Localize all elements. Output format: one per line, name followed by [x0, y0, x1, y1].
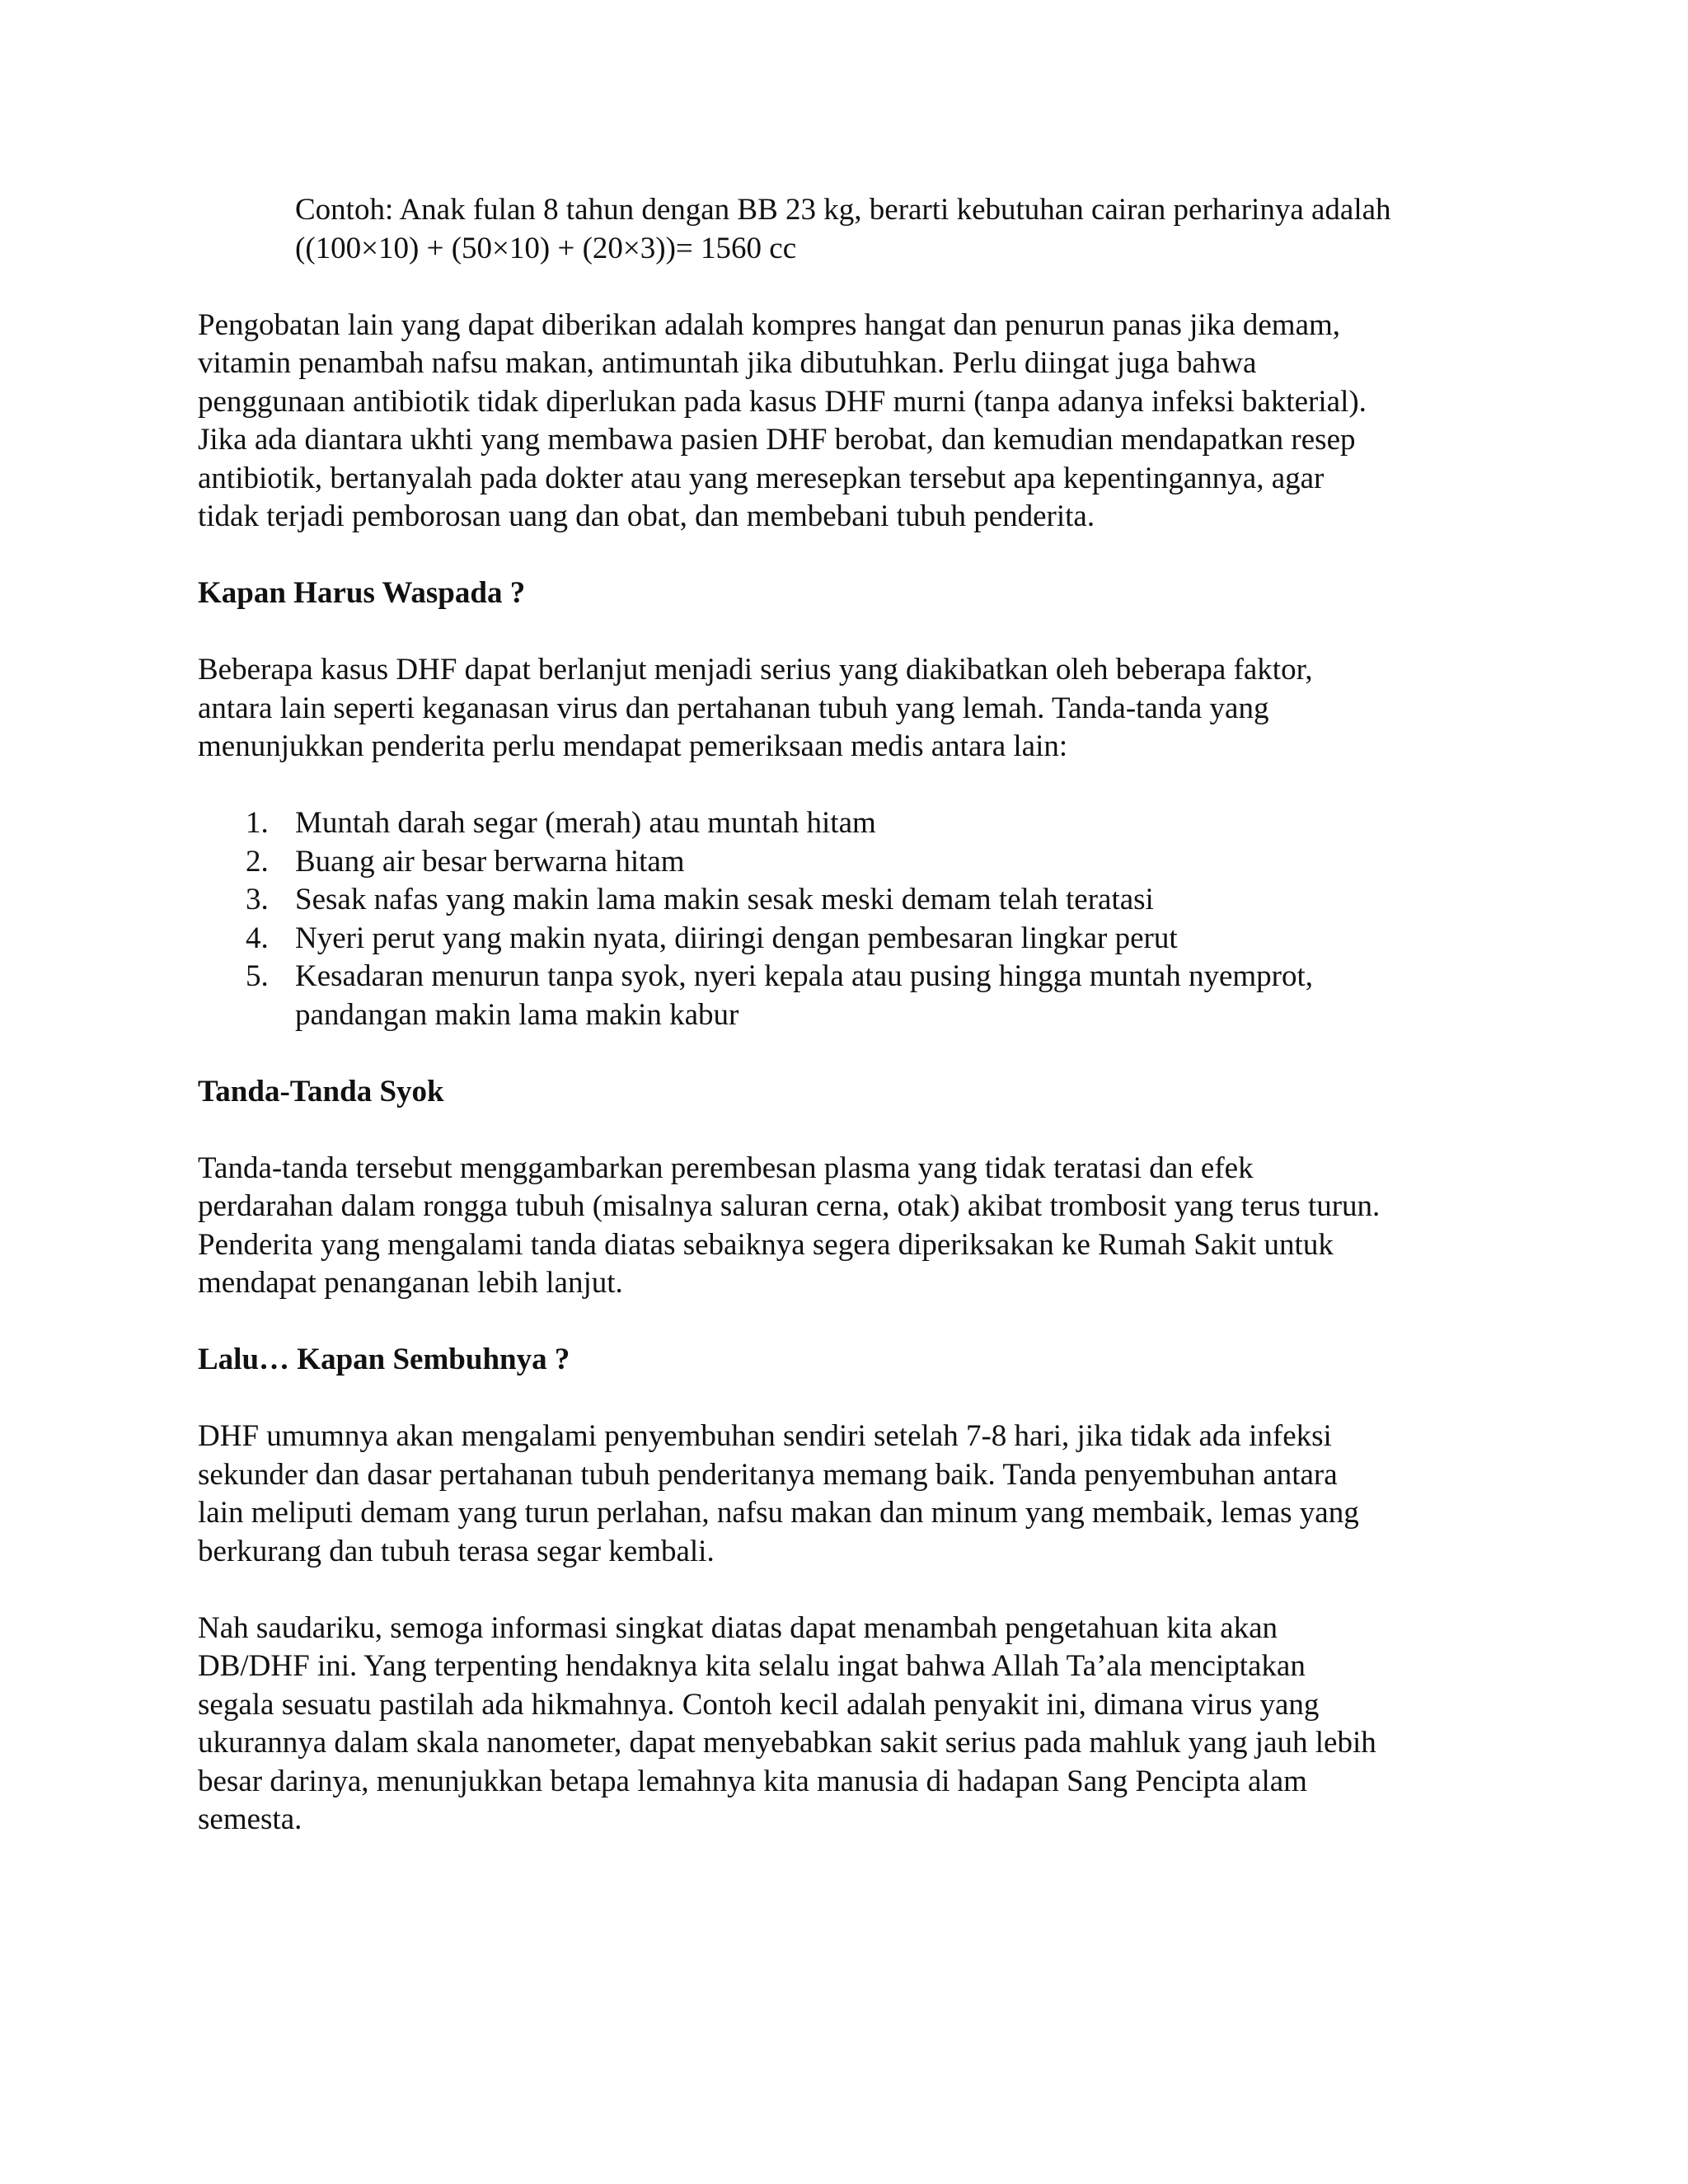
text-line: perdarahan dalam rongga tubuh (misalnya saluran cerna, otak) akibat trombosit yang terus turun.: [198, 1189, 1381, 1223]
treatment-paragraph: [198, 307, 1484, 537]
text-line: Jika ada diantara ukhti yang membawa pasien DHF berobat, dan kemudian mendapatkan resep: [198, 423, 1356, 457]
paragraph-gap: [198, 268, 1484, 307]
paragraph-gap: [198, 1111, 1484, 1150]
text-line: ukurannya dalam skala nanometer, dapat menyebabkan sakit serius pada mahluk yang jauh lebih: [198, 1726, 1376, 1760]
text-line: Penderita yang mengalami tanda diatas sebaiknya segera diperiksakan ke Rumah Sakit untuk: [198, 1227, 1334, 1262]
text-line: DB/DHF ini. Yang terpenting hendaknya kita selalu ingat bahwa Allah Ta’ala menciptakan: [198, 1649, 1306, 1683]
text-line: Kesadaran menurun tanpa syok, nyeri kepala atau pusing hingga muntah nyemprot,: [295, 959, 1314, 993]
list-item: [198, 804, 1484, 843]
text-line: Contoh: Anak fulan 8 tahun dengan BB 23 kg, berarti kebutuhan cairan perharinya adalah: [295, 193, 1391, 227]
paragraph-gap: [198, 1303, 1484, 1342]
warning-signs-list: [198, 804, 1484, 1034]
document-body: [198, 191, 1484, 1840]
list-number: 3.: [246, 883, 269, 916]
text-line: vitamin penambah nafsu makan, antimuntah jika dibutuhkan. Perlu diingat juga bahwa: [198, 346, 1257, 380]
text-line: Sesak nafas yang makin lama makin sesak meski demam telah teratasi: [295, 883, 1154, 916]
text-line: Nah saudariku, semoga informasi singkat diatas dapat menambah pengetahuan kita akan: [198, 1610, 1278, 1645]
heading-waspada: Kapan Harus Waspada ?: [198, 576, 526, 610]
closing-paragraph: [198, 1610, 1484, 1840]
example-paragraph: [198, 191, 1484, 268]
list-number: 5.: [246, 959, 269, 993]
text-line: sekunder dan dasar pertahanan tubuh penderitanya memang baik. Tanda penyembuhan antara: [198, 1457, 1338, 1492]
paragraph-gap: [198, 1034, 1484, 1073]
text-line: ((100×10) + (50×10) + (20×3))= 1560 cc: [295, 231, 797, 265]
list-number: 4.: [246, 921, 269, 955]
text-line: lain meliputi demam yang turun perlahan, nafsu makan dan minum yang membaik, lemas yang: [198, 1496, 1359, 1530]
list-item: [198, 958, 1484, 1034]
text-line: Tanda-tanda tersebut menggambarkan perembesan plasma yang tidak teratasi dan efek: [198, 1151, 1254, 1185]
heading-syok: Tanda-Tanda Syok: [198, 1074, 444, 1108]
sembuh-paragraph: [198, 1418, 1484, 1571]
text-line: pandangan makin lama makin kabur: [295, 997, 739, 1032]
text-line: Nyeri perut yang makin nyata, diiringi dengan pembesaran lingkar perut: [295, 921, 1178, 955]
text-line: Pengobatan lain yang dapat diberikan adalah kompres hangat dan penurun panas jika demam,: [198, 307, 1341, 342]
text-line: Buang air besar berwarna hitam: [295, 844, 685, 879]
text-line: semesta.: [198, 1802, 302, 1836]
text-line: berkurang dan tubuh terasa segar kembali.: [198, 1534, 715, 1568]
text-line: segala sesuatu pastilah ada hikmahnya. Contoh kecil adalah penyakit ini, dimana virus yang: [198, 1687, 1320, 1722]
text-line: DHF umumnya akan mengalami penyembuhan sendiri setelah 7-8 hari, jika tidak ada infeksi: [198, 1419, 1332, 1453]
syok-paragraph: [198, 1150, 1484, 1303]
text-line: antibiotik, bertanyalah pada dokter atau yang meresepkan tersebut apa kepentingannya, agar: [198, 461, 1325, 495]
text-line: Beberapa kasus DHF dapat berlanjut menjadi serius yang diakibatkan oleh beberapa faktor,: [198, 653, 1313, 687]
list-item: [198, 920, 1484, 958]
paragraph-gap: [198, 1380, 1484, 1418]
waspada-paragraph: [198, 651, 1484, 766]
text-line: penggunaan antibiotik tidak diperlukan pada kasus DHF murni (tanpa adanya infeksi bakterial).: [198, 384, 1367, 419]
list-number: 1.: [246, 806, 269, 840]
text-line: menunjukkan penderita perlu mendapat pemeriksaan medis antara lain:: [198, 729, 1068, 763]
text-line: besar darinya, menunjukkan betapa lemahnya kita manusia di hadapan Sang Pencipta alam: [198, 1764, 1307, 1798]
paragraph-gap: [198, 1571, 1484, 1610]
text-line: tidak terjadi pemborosan uang dan obat, dan membebani tubuh penderita.: [198, 499, 1095, 533]
list-item: [198, 881, 1484, 920]
paragraph-gap: [198, 537, 1484, 575]
text-line: Muntah darah segar (merah) atau muntah hitam: [295, 806, 876, 840]
list-item: [198, 843, 1484, 882]
text-line: mendapat penanganan lebih lanjut.: [198, 1266, 623, 1300]
text-line: antara lain seperti keganasan virus dan pertahanan tubuh yang lemah. Tanda-tanda yang: [198, 691, 1269, 725]
list-number: 2.: [246, 844, 269, 879]
heading-sembuh: Lalu… Kapan Sembuhnya ?: [198, 1343, 570, 1376]
paragraph-gap: [198, 766, 1484, 805]
paragraph-gap: [198, 613, 1484, 652]
